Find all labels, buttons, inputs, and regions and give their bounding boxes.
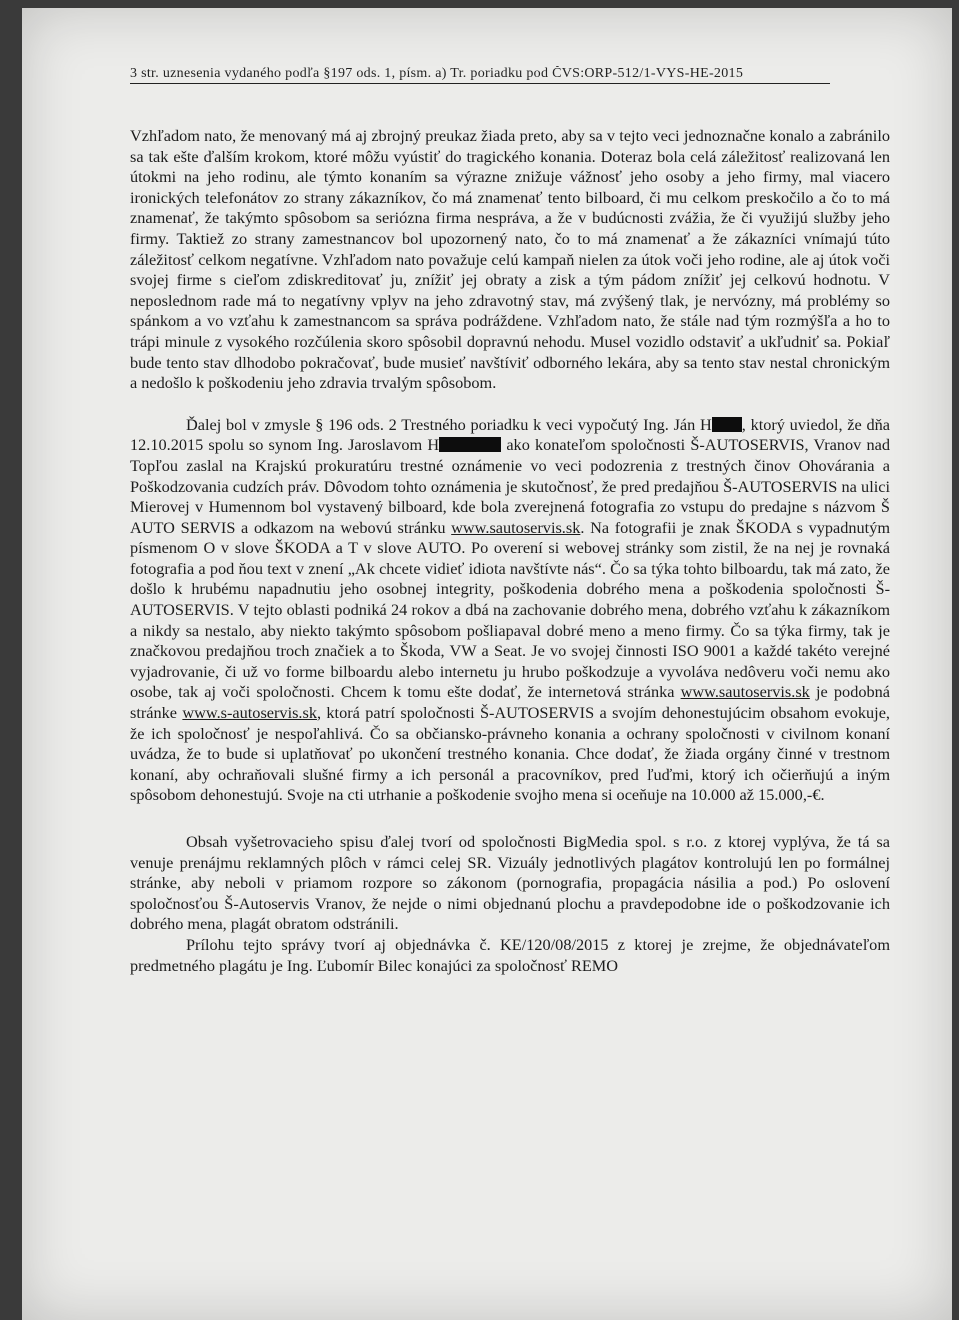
website-link[interactable]: www.sautoservis.sk [680, 682, 810, 702]
paragraph-3: Obsah vyšetrovacieho spisu ďalej tvorí od spoločnosti BigMedia spol. s r.o. z ktorej vyplýva, že tá sa venuje prenájmu reklamných plôch v rámci celej SR. Vizuály jednotlivých plagátov kontrolujú len po formálnej stránke, aby neboli v priamom rozpore so zákonom (pornografia, propagácia násilia a pod.) Po oslovení spoločnosťou Š-Autoservis Vranov, že nejde o nimi objednanú plochu a pravdepodobne ide o poškodzovanie ich dobrého mena, plagát obratom odstránili. [130, 832, 890, 934]
paragraph-2-text-a: Ďalej bol v zmysle § 196 ods. 2 Trestného poriadku k veci vypočutý Ing. Ján H [186, 414, 712, 434]
paragraph-2-text-e: je podobná stránke [130, 682, 890, 723]
paragraph-1: Vzhľadom nato, že menovaný má aj zbrojný preukaz žiada preto, aby sa v tejto veci jednoznačne konalo a zabránilo sa tak ešte ďalším krokom, ktoré môžu vyústiť do tragického konania. Doteraz bola celá záležitosť realizovaná len útokmi na jeho rodinu, ale týmto konaním sa výrazne znižuje vážnosť jeho osoby a jeho firmy, mal viacero ironických telefonátov zo strany zákazníkov, čo má znamenať tento bilboard, či mu celkom preskočilo a čo to má znamenať, že takýmto spôsobom sa seriózna firma nespráva, a že v budúcnosti zvážia, že či využijú služby jeho firmy. Taktiež zo strany zamestnancov bol upozornený nato, čo to má znamenať a že zákazníci vnímajú túto záležitosť celkom negatívne. Vzhľadom nato považuje celú kampaň nielen za útok voči jeho rodine, ale aj útok voči svojej firme s cieľom zdiskreditovať ju, znížiť jej obraty a zisk a tým pádom znížiť jej celkovú hodnotu. V neposlednom rade má to negatívny vplyv na jeho zdravotný stav, má zvýšený tlak, je nervózny, má problémy so spánkom a vo vzťahu k zamestnancom sa správa podráždene. Vzhľadom nato, že stále nad tým rozmýšľa a ho to trápi minule z vysokého rozčúlenia skoro spôsobil dopravnú nehodu. Musel vozidlo odstaviť a ukľudniť sa. Pokiaľ bude tento stav dlhodobo pokračovať, bude musieť navštíviť odborného lekára, aby sa tento stav nestal chronickým a nedošlo k poškodeniu jeho zdravia trvalým spôsobom. [130, 126, 890, 393]
paragraph-2-text-b: , ktorý uviedol, že dňa 12.10.2015 spolu so synom Ing. Jaroslavom H [130, 414, 890, 455]
paragraph-2-text-c: ako konateľom spoločnosti Š-AUTOSERVIS, Vranov nad Topľou zaslal na Krajskú prokuratúru trestné oznámenie vo veci podozrenia z trestných činov Ohovárania a Poškodzovania cudzích práv. Dôvodom tohto oznámenia je skutočnosť, že pred predajňou Š-AUTOSERVIS na ulici Mierovej v Humennom bol vystavený bilboard, kde bola zverejnená fotografia zo vstupu do predajne s názvom Š AUTO SERVIS a odkazom na webovú stránku [130, 435, 890, 537]
document-body [130, 126, 890, 976]
redaction-bar [712, 417, 742, 432]
paragraph-2 [130, 415, 890, 806]
website-link[interactable]: www.sautoservis.sk [451, 517, 581, 537]
paragraph-2-text-f: , ktorá patrí spoločnosti Š-AUTOSERVIS a svojím dehonestujúcim obsahom evokuje, že ich spoločnosť je nespoľahlivá. Čo sa občiansko-právneho konania a ochrany spoločnosti v civilnom konaní uvádza, že to bude si uplatňovať po ukončení trestného konania. Chce dodať, že žiada orgány činné v trestnom konaní, aby ochraňovali slušné firmy a ich personál a pracovníkov, pred ľuďmi, ktorý ich očierňujú a iným spôsobom dehonestujú. Svoje na cti utrhanie a poškodenie svojho mena si oceňuje na 10.000 až 15.000,-€. [130, 703, 890, 805]
redaction-bar [439, 437, 501, 452]
paragraph-2-text-d: . Na fotografii je znak ŠKODA s vypadnutým písmenom O v slove ŠKODA a T v slove AUTO. Po overení si webovej stránky som zistil, že na nej je rovnaká fotografia a pod ňou text v znení „Ak chcete vidieť idiota navštívte nás“. Čo sa týka tohto bilboardu, tak má zato, že došlo k hrubému napadnutiu jeho osobnej integrity, poškodenia dobrého mena a poškodenia spoločnosti Š-AUTOSERVIS. V tejto oblasti podniká 24 rokov a dbá na zachovanie dobrého mena, dobrého vzťahu k zákazníkom a nikdy sa nestalo, aby niekto takýmto spôsobom pošliapaval dobré meno a meno firmy. Čo sa týka firmy, tak je značkovou predajňou troch značiek a to Škoda, VW a Seat. Je vo svojej činnosti ISO 9001 a každé takéto verejné vyjadrovanie, či už vo forme bilboardu alebo internetu ju hrubo poškodzuje a vyvoláva nedôveru voči nemu ako osobe, tak aj voči spoločnosti. Chcem k tomu ešte dodať, že internetová stránka [130, 517, 890, 702]
paragraph-4: Prílohu tejto správy tvorí aj objednávka č. KE/120/08/2015 z ktorej je zrejme, že objednávateľom predmetného plagátu je Ing. Ľubomír Bilec konajúci za spoločnosť REMO [130, 934, 890, 975]
website-link[interactable]: www.s-autoservis.sk [182, 703, 317, 723]
document-page [22, 8, 952, 1320]
page-header: 3 str. uznesenia vydaného podľa §197 ods. 1, písm. a) Tr. poriadku pod ČVS:ORP-512/1-VYS-HE-2015 [130, 66, 830, 84]
